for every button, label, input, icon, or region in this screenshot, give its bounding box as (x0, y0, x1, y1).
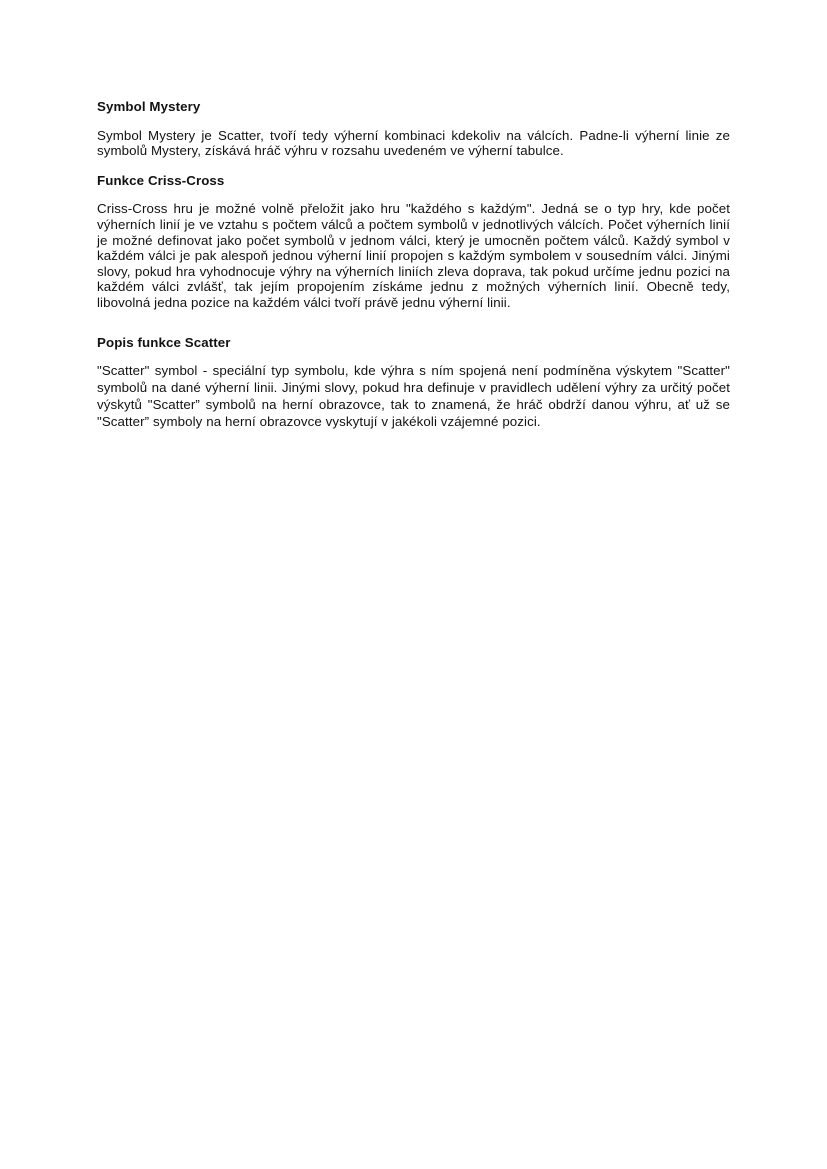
paragraph-symbol-mystery: Symbol Mystery je Scatter, tvoří tedy výherní kombinaci kdekoliv na válcích. Padne-li výherní linie ze symbolů Mystery, získává hráč výhru v rozsahu uvedeném ve výherní tabulce. (97, 127, 730, 159)
paragraph-popis-funkce-scatter: "Scatter" symbol - speciální typ symbolu, kde výhra s ním spojená není podmíněna výskytem "Scatter" symbolů na dané výherní linii. Jinými slovy, pokud hra definuje v pravidlech udělení výhry za určitý počet výskytů "Scatter” symbolů na herní obrazovce, tak to znamená, že hráč obdrží danou výhru, ať už se "Scatter” symboly na herní obrazovce vyskytují v jakékoli vzájemné pozici. (97, 363, 730, 429)
paragraph-funkce-criss-cross: Criss-Cross hru je možné volně přeložit jako hru "každého s každým". Jedná se o typ hry, kde počet výherních linií je ve vztahu s počtem válců a počtem symbolů v jednotlivých válcích. Počet výherních linií je možné definovat jako počet symbolů v jednom válci, který je umocněn počtem válců. Každý symbol v každém válci je pak alespoň jednou výherní linií propojen s každým symbolem v sousedním válci. Jinými slovy, pokud hra vyhodnocuje výhry na výherních liniích zleva doprava, tak pokud určíme jednu pozici na každém válci zvlášť, tak jejím propojením získáme jednu z možných výherních linií. Obecně tedy, libovolná jedna pozice na každém válci tvoří právě jednu výherní linii. (97, 201, 730, 310)
heading-popis-funkce-scatter: Popis funkce Scatter (97, 334, 231, 350)
heading-symbol-mystery: Symbol Mystery (97, 99, 201, 114)
section-funkce-criss-cross (97, 173, 730, 311)
heading-funkce-criss-cross: Funkce Criss-Cross (97, 172, 225, 188)
section-popis-funkce-scatter (97, 335, 730, 431)
section-symbol-mystery (97, 99, 730, 159)
